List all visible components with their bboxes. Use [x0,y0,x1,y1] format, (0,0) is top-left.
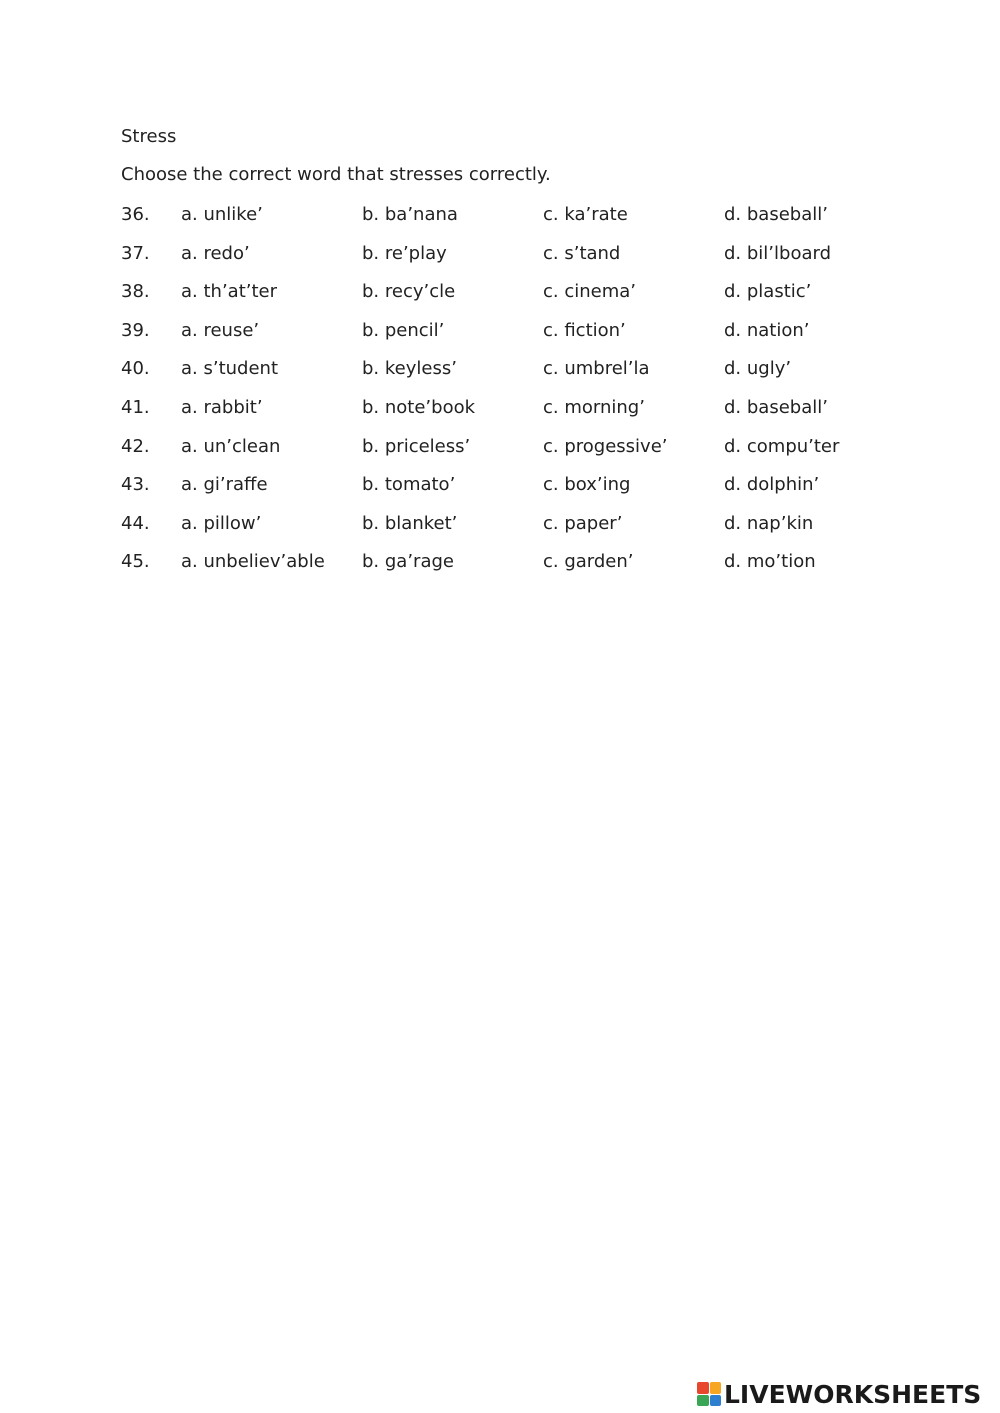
option-a: a. gi’raffe [181,474,268,496]
question-row [121,242,881,281]
question-number: 38. [121,281,150,303]
logo-square-red [697,1382,709,1394]
question-number: 36. [121,204,150,225]
option-d: d. plastic’ [724,281,812,303]
option-a: a. redo’ [181,242,250,264]
question-number: 40. [121,358,150,380]
question-row [121,280,881,319]
option-d: d. mo’tion [724,551,816,573]
question-number: 39. [121,319,150,341]
option-d: d. baseball’ [724,396,828,418]
option-c: c. progessive’ [543,435,668,457]
instruction-text: Choose the correct word that stresses correctly. [121,164,551,185]
logo-square-green [697,1395,709,1407]
option-b: b. keyless’ [362,358,457,380]
option-d: d. baseball’ [724,204,828,225]
logo-text: LIVEWORKSHEETS [724,1379,982,1409]
option-a: a. un’clean [181,435,281,457]
option-b: b. priceless’ [362,435,471,457]
liveworksheets-logo [697,1378,981,1410]
option-a: a. rabbit’ [181,396,263,418]
option-b: b. ba’nana [362,204,458,225]
option-a: a. unbeliev’able [181,551,325,573]
option-a: a. reuse’ [181,319,260,341]
question-row [121,550,881,589]
question-row [121,319,881,358]
logo-square-blue [710,1395,722,1407]
option-b: b. note’book [362,396,476,418]
question-row [121,357,881,396]
option-a: a. unlike’ [181,204,263,225]
question-number: 37. [121,242,150,264]
question-number: 43. [121,474,150,496]
option-d: d. compu’ter [724,435,840,457]
question-number: 44. [121,512,150,534]
option-a: a. pillow’ [181,512,262,534]
option-c: c. morning’ [543,396,645,418]
question-number: 45. [121,551,150,573]
option-c: c. umbrel’la [543,358,650,380]
option-c: c. garden’ [543,551,634,573]
question-row [121,473,881,512]
question-row [121,435,881,474]
option-b: b. recy’cle [362,281,456,303]
option-d: d. nation’ [724,319,810,341]
logo-icon [697,1382,721,1406]
question-row [121,512,881,551]
option-c: c. cinema’ [543,281,637,303]
option-d: d. bil’lboard [724,242,831,264]
option-d: d. ugly’ [724,358,792,380]
question-list [121,203,881,589]
option-a: a. s’tudent [181,358,279,380]
logo-square-orange [710,1382,722,1394]
option-d: d. dolphin’ [724,474,820,496]
option-b: b. pencil’ [362,319,445,341]
option-c: c. box’ing [543,474,631,496]
option-c: c. fiction’ [543,319,626,341]
option-b: b. ga’rage [362,551,454,573]
option-c: c. paper’ [543,512,623,534]
option-c: c. ka’rate [543,204,628,225]
option-b: b. re’play [362,242,447,264]
question-row [121,396,881,435]
option-b: b. blanket’ [362,512,458,534]
option-d: d. nap’kin [724,512,814,534]
question-number: 41. [121,396,150,418]
question-row [121,203,881,242]
question-number: 42. [121,435,150,457]
section-title: Stress [121,126,177,147]
option-c: c. s’tand [543,242,621,264]
option-b: b. tomato’ [362,474,456,496]
option-a: a. th’at’ter [181,281,278,303]
